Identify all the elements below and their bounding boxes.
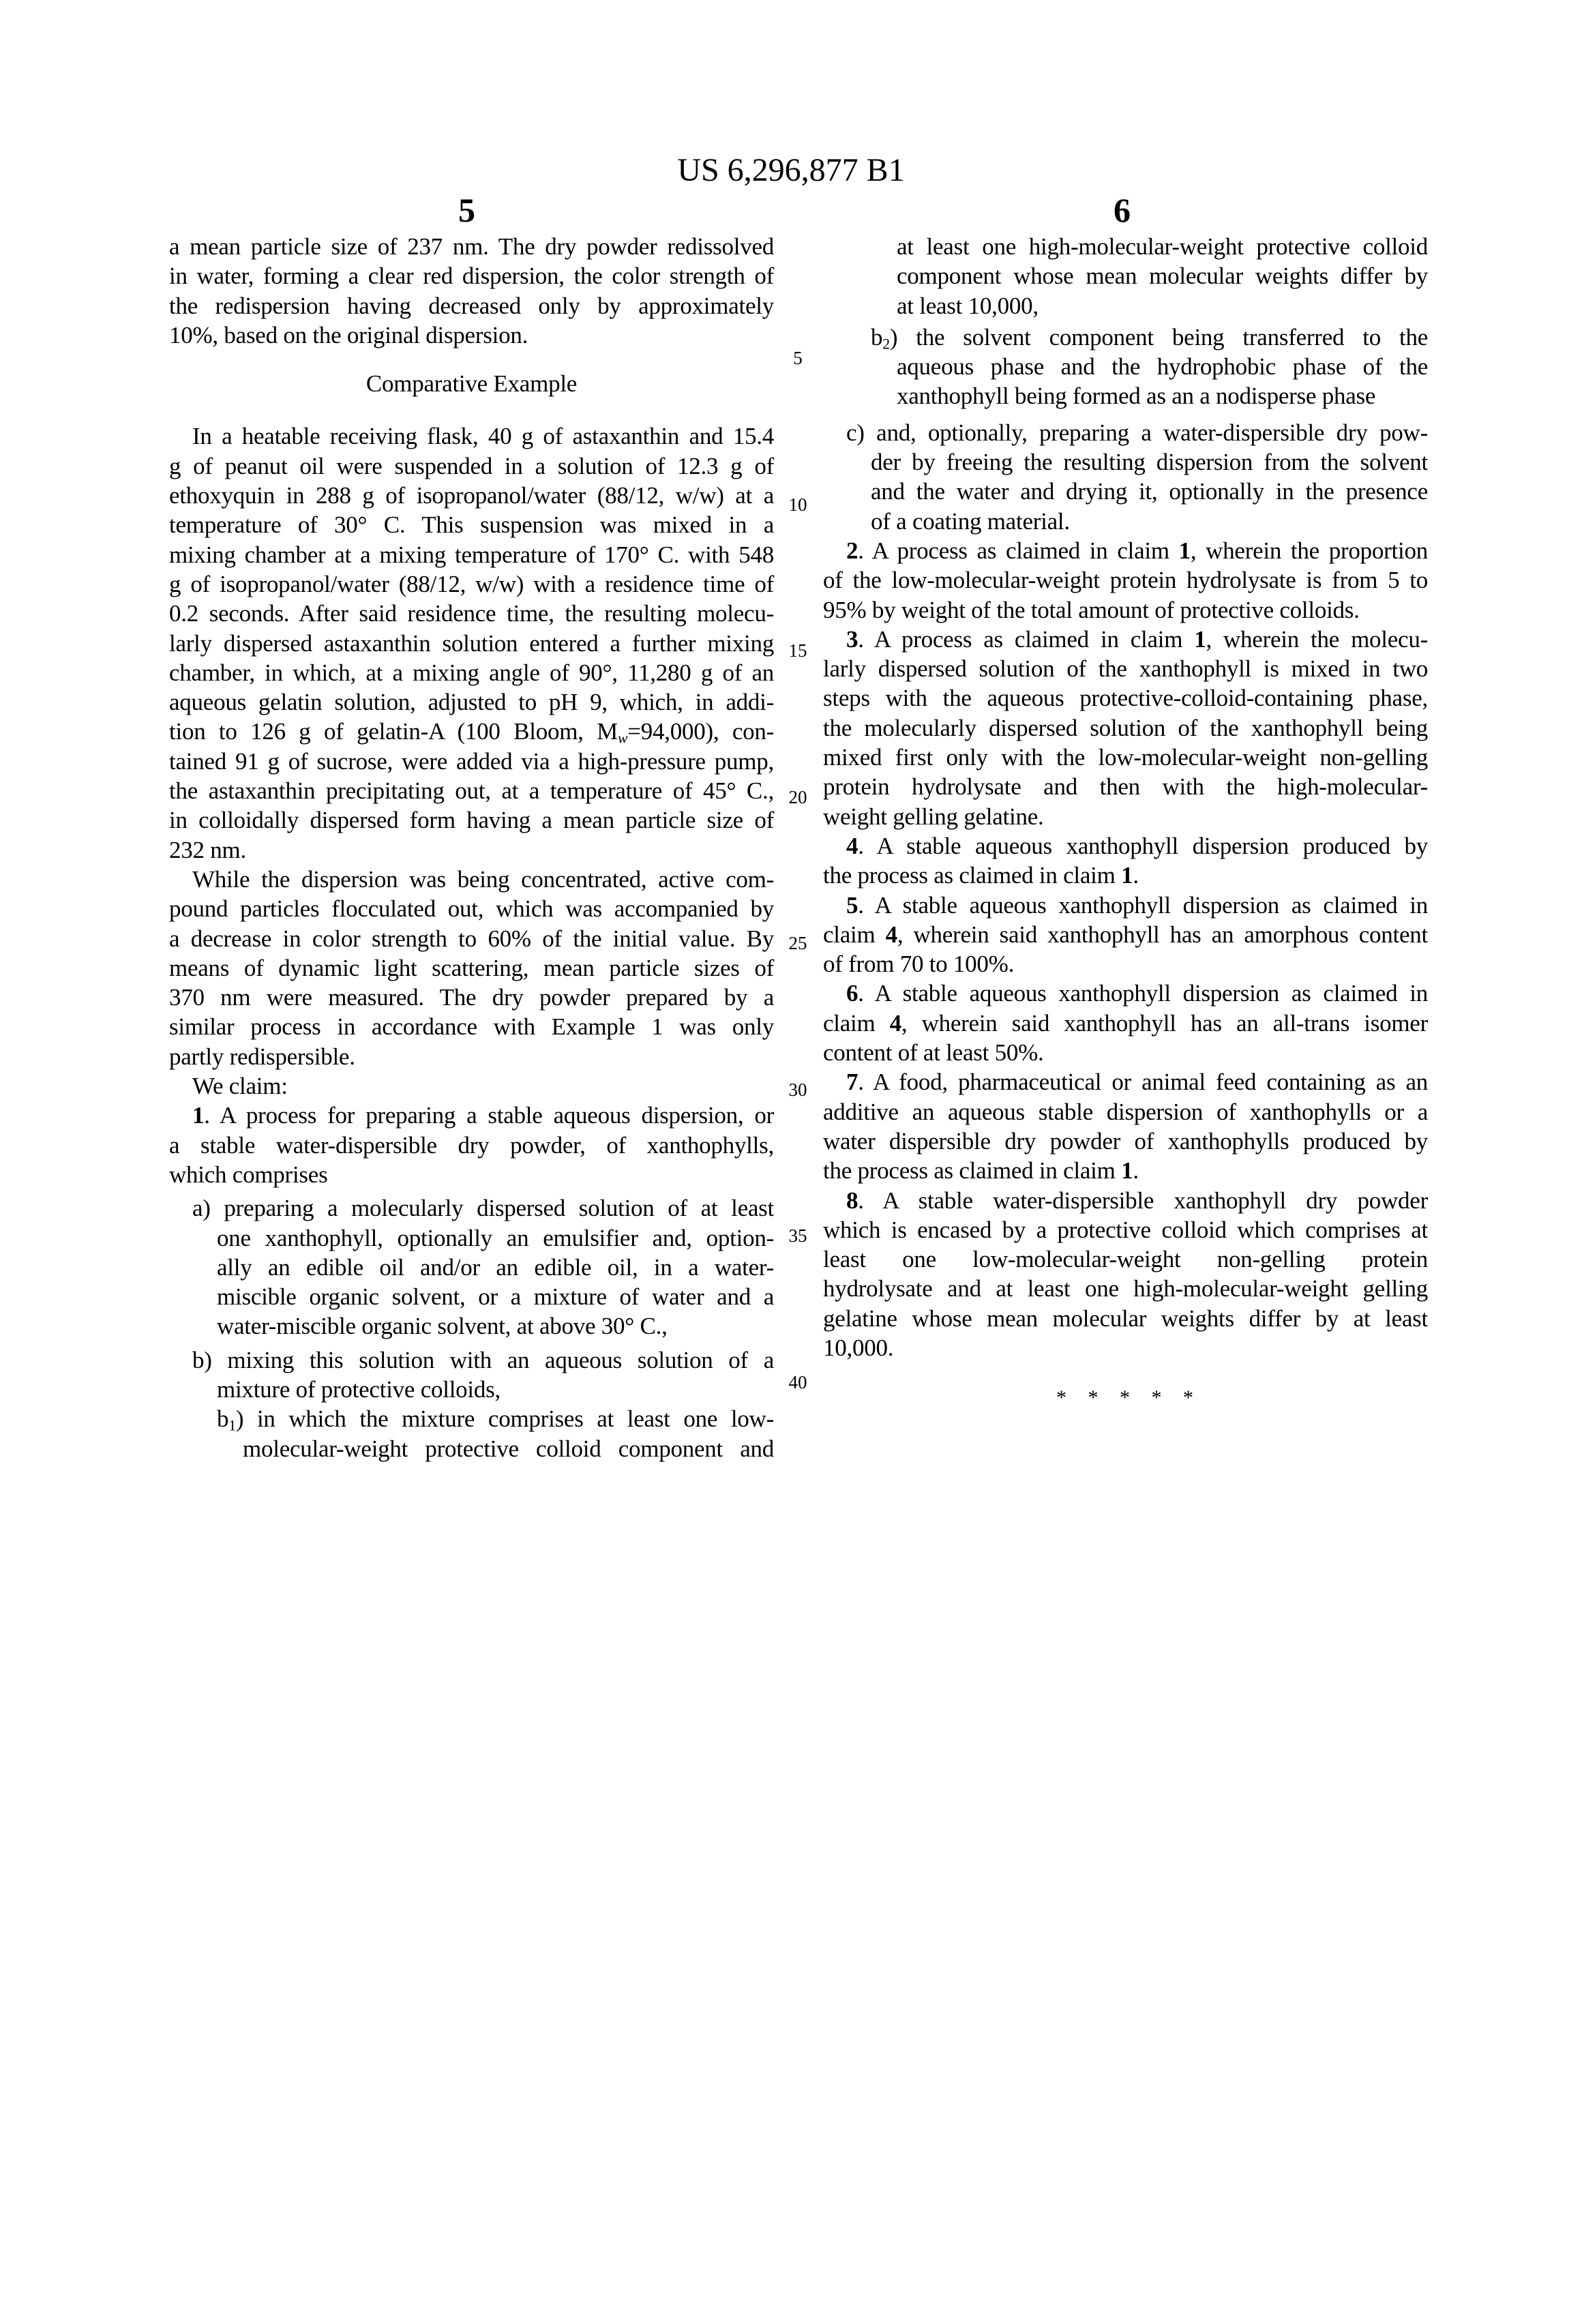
text-line [823, 1274, 1428, 1303]
text-segment: least one low-molecular-weight non-gelling protein [823, 1246, 1428, 1272]
text-segment: a decrease in color strength to 60% of the initial value. By [169, 925, 774, 952]
text-line [169, 291, 774, 321]
text-line [169, 1131, 774, 1160]
text-segment: . A process as claimed in claim [858, 626, 1194, 653]
text-segment: 232 nm. [169, 837, 246, 863]
text-segment: which comprises [169, 1161, 327, 1188]
bold-reference: 4 [886, 921, 897, 948]
text-segment: of a coating material. [871, 508, 1070, 535]
text-segment: chamber, in which, at a mixing angle of 90°, 11,280 g of an [169, 659, 774, 686]
bold-reference: 8 [846, 1187, 858, 1214]
subitem-cont-block [823, 232, 1428, 321]
para-block [169, 865, 774, 1071]
text-line [169, 599, 774, 628]
text-segment: tained 91 g of sucrose, were added via a high-pressure pump, [169, 748, 774, 775]
text-line [823, 1127, 1428, 1156]
line-number: 40 [784, 1372, 811, 1392]
text-line [169, 747, 774, 776]
text-segment: . A stable aqueous xanthophyll dispersion produced by [858, 833, 1428, 859]
text-segment: , wherein the molecu- [1206, 626, 1429, 653]
text-line [823, 1333, 1428, 1362]
text-segment: of the low-molecular-weight protein hydrolysate is from 5 to [823, 567, 1428, 593]
patent-number-header: US 6,296,877 B1 [0, 150, 1582, 191]
text-line [823, 1067, 1428, 1097]
text-segment: in water, forming a clear red dispersion, the color strength of [169, 263, 774, 289]
text-line [823, 654, 1428, 683]
text-segment: tion to 126 g of gelatin-A (100 Bloom, M [169, 718, 618, 745]
text-line [169, 569, 774, 599]
para-block [169, 421, 774, 864]
claim-paragraph [823, 536, 1428, 625]
text-line [823, 683, 1428, 713]
text-line [823, 979, 1428, 1008]
line-number: 35 [784, 1225, 811, 1246]
text-line [169, 481, 774, 510]
text-line [169, 629, 774, 658]
claim-paragraph [823, 1067, 1428, 1185]
text-line [823, 381, 1428, 411]
text-segment: partly redispersible. [169, 1043, 355, 1070]
text-line [169, 1345, 774, 1375]
text-segment: =94,000), con- [627, 718, 774, 745]
text-segment: larly dispersed solution of the xanthophyll is mixed in two [823, 655, 1428, 682]
text-line [823, 565, 1428, 595]
text-segment: a mean particle size of 237 nm. The dry powder redissolved [169, 233, 774, 260]
text-segment: . A process as claimed in claim [858, 537, 1178, 564]
subscript: w [618, 730, 627, 747]
text-segment: which is encased by a protective colloid which comprises at [823, 1217, 1428, 1243]
text-segment: a stable water-dispersible dry powder, of xanthophylls, [169, 1132, 774, 1159]
column-number-right: 6 [1114, 191, 1131, 229]
text-line [169, 1223, 774, 1253]
text-line [169, 924, 774, 953]
text-line [823, 507, 1428, 536]
text-line [823, 831, 1428, 861]
text-segment: and the water and drying it, optionally in the presence [871, 478, 1428, 505]
text-line [169, 1253, 774, 1282]
text-line [169, 658, 774, 687]
text-line [823, 625, 1428, 654]
text-line [823, 772, 1428, 801]
text-line [823, 447, 1428, 477]
para-cont-block [169, 232, 774, 350]
item-block [823, 418, 1428, 536]
claim-paragraph [823, 891, 1428, 979]
bold-reference: 4 [890, 1010, 901, 1037]
text-line [169, 321, 774, 350]
end-of-claims-marker: * * * * * [823, 1383, 1428, 1413]
subitem-block [823, 323, 1428, 411]
text-segment: the process as claimed in claim [823, 862, 1121, 889]
text-line [823, 1186, 1428, 1215]
text-segment: pound particles flocculated out, which was accompanied by [169, 895, 774, 922]
text-line [169, 1311, 774, 1341]
item-block [169, 1193, 774, 1341]
text-segment: mixed first only with the low-molecular-weight non-gelling [823, 744, 1428, 771]
text-line [823, 536, 1428, 565]
text-line [823, 323, 1428, 352]
text-segment: 10%, based on the original dispersion. [169, 322, 528, 348]
text-segment: at least one high-molecular-weight protective colloid [897, 233, 1428, 260]
bold-reference: 1 [1194, 626, 1206, 653]
text-line [823, 477, 1428, 506]
claim-paragraph [823, 625, 1428, 831]
text-line [169, 805, 774, 835]
claim-paragraph [823, 979, 1428, 1067]
text-line [169, 1193, 774, 1223]
text-segment: larly dispersed astaxanthin solution entered a further mixing [169, 630, 774, 657]
para-block [169, 1071, 774, 1101]
text-line [823, 1156, 1428, 1185]
text-line [169, 1375, 774, 1404]
text-line [823, 949, 1428, 979]
text-segment: b) mixing this solution with an aqueous solution of a [192, 1347, 774, 1373]
text-segment: in colloidally dispersed form having a mean particle size of [169, 807, 774, 833]
claim-paragraph [823, 1186, 1428, 1363]
text-line [823, 920, 1428, 949]
text-line [823, 1038, 1428, 1067]
text-line [823, 352, 1428, 381]
text-segment: While the dispersion was being concentrated, active com- [192, 866, 774, 893]
text-segment: component whose mean molecular weights differ by [897, 263, 1428, 289]
text-segment: steps with the aqueous protective-colloid-containing phase, [823, 685, 1428, 711]
text-segment: mixture of protective colloids, [217, 1376, 501, 1403]
subscript: 2 [882, 336, 890, 352]
text-segment: g of isopropanol/water (88/12, w/w) with a residence time of [169, 571, 774, 597]
text-segment: . A stable aqueous xanthophyll dispersion as claimed in [858, 892, 1428, 919]
text-line [823, 743, 1428, 772]
column-number-left: 5 [458, 191, 475, 229]
text-segment: 95% by weight of the total amount of protective colloids. [823, 597, 1360, 623]
text-segment: miscible organic solvent, or a mixture of water and a [217, 1283, 774, 1310]
text-line [169, 421, 774, 451]
bold-reference: 3 [846, 626, 858, 653]
text-line [169, 865, 774, 894]
text-line [823, 418, 1428, 447]
bold-reference: 6 [846, 980, 858, 1007]
text-segment: similar process in accordance with Example 1 was only [169, 1013, 774, 1040]
text-line [169, 369, 774, 398]
text-line [169, 1101, 774, 1130]
text-line [823, 713, 1428, 743]
text-line [169, 510, 774, 539]
text-segment: gelatine whose mean molecular weights differ by at least [823, 1305, 1428, 1332]
line-number: 30 [784, 1079, 811, 1100]
text-line [823, 1245, 1428, 1274]
text-line [823, 595, 1428, 625]
line-number: 25 [784, 933, 811, 953]
text-line [169, 261, 774, 290]
claim-paragraph [169, 1101, 774, 1189]
claim-paragraph [823, 831, 1428, 891]
text-segment: hydrolysate and at least one high-molecular-weight gelling [823, 1275, 1428, 1302]
text-line [823, 232, 1428, 261]
text-segment: aqueous gelatin solution, adjusted to pH 9, which, in addi- [169, 689, 774, 715]
left-text-column [169, 232, 774, 1463]
subscript: 1 [228, 1418, 236, 1434]
bold-reference: 1 [1121, 1157, 1133, 1184]
text-segment: aqueous phase and the hydrophobic phase of the [897, 353, 1428, 380]
text-segment: additive an aqueous stable dispersion of xanthophylls or a [823, 1099, 1428, 1125]
text-segment: We claim: [192, 1073, 288, 1099]
text-segment: the astaxanthin precipitating out, at a temperature of 45° C., [169, 777, 774, 804]
text-line [169, 540, 774, 569]
text-segment: 10,000. [823, 1335, 893, 1361]
text-line [169, 953, 774, 983]
text-segment: c) and, optionally, preparing a water-dispersible dry pow- [846, 419, 1428, 446]
section-heading [169, 369, 774, 398]
text-segment: mixing chamber at a mixing temperature of 170° C. with 548 [169, 541, 774, 568]
text-segment: water dispersible dry powder of xanthophylls produced by [823, 1128, 1428, 1154]
line-number: 20 [784, 787, 811, 807]
text-line [169, 1404, 774, 1433]
text-segment: xanthophyll being formed as an a nodisperse phase [897, 383, 1375, 409]
text-segment: ally an edible oil and/or an edible oil, in a water- [217, 1254, 774, 1281]
bold-reference: 7 [846, 1069, 858, 1095]
text-segment: one xanthophyll, optionally an emulsifier and, option- [217, 1225, 774, 1251]
text-segment: means of dynamic light scattering, mean particle sizes of [169, 955, 774, 981]
text-segment: ethoxyquin in 288 g of isopropanol/water (88/12, w/w) at a [169, 482, 774, 509]
bold-reference: 1 [1179, 537, 1191, 564]
text-segment: the process as claimed in claim [823, 1157, 1121, 1184]
text-segment: , wherein said xanthophyll has an all-trans isomer [901, 1010, 1428, 1037]
text-line [823, 1009, 1428, 1038]
text-line [169, 983, 774, 1012]
text-segment: weight gelling gelatine. [823, 803, 1044, 830]
bold-reference: 2 [846, 537, 858, 564]
text-segment: ) the solvent component being transferred to the [890, 324, 1428, 351]
text-segment: . A food, pharmaceutical or animal feed containing as an [858, 1069, 1428, 1095]
text-line [169, 776, 774, 805]
text-line [169, 687, 774, 717]
text-segment: b [217, 1405, 228, 1432]
text-line [823, 802, 1428, 831]
text-line [169, 1434, 774, 1463]
text-segment: . [1133, 862, 1139, 889]
line-number: 10 [784, 494, 811, 515]
text-segment: water-miscible organic solvent, at above 30° C., [217, 1313, 668, 1339]
text-line [823, 891, 1428, 920]
text-segment: Comparative Example [366, 370, 577, 397]
text-segment: claim [823, 1010, 890, 1037]
text-segment: claim [823, 921, 886, 948]
text-segment: In a heatable receiving flask, 40 g of astaxanthin and 15.4 [192, 423, 774, 449]
text-segment: of from 70 to 100%. [823, 951, 1014, 977]
text-segment: . [1133, 1157, 1139, 1184]
text-line [823, 861, 1428, 890]
text-line [169, 451, 774, 481]
text-line [169, 1282, 774, 1311]
text-segment: a) preparing a molecularly dispersed solution of at least [192, 1195, 774, 1221]
text-segment: . A stable aqueous xanthophyll dispersion as claimed in [858, 980, 1428, 1007]
text-segment: der by freeing the resulting dispersion from the solvent [871, 449, 1428, 475]
bold-reference: 1 [1121, 862, 1133, 889]
subitem-block [169, 1404, 774, 1463]
text-line [823, 291, 1428, 321]
right-text-column [823, 232, 1428, 1362]
text-line [169, 1160, 774, 1189]
text-line [823, 261, 1428, 290]
text-line [823, 1304, 1428, 1333]
text-segment: the molecularly dispersed solution of the xanthophyll being [823, 715, 1428, 741]
text-line [169, 1042, 774, 1071]
line-number: 15 [784, 640, 811, 661]
text-segment: temperature of 30° C. This suspension was mixed in a [169, 511, 774, 538]
text-segment: protein hydrolysate and then with the high-molecular- [823, 773, 1428, 800]
text-line [169, 894, 774, 923]
text-segment: at least 10,000, [897, 293, 1039, 319]
text-segment: , wherein the proportion [1191, 537, 1428, 564]
text-segment: ) in which the mixture comprises at least one low- [236, 1405, 774, 1432]
text-segment: g of peanut oil were suspended in a solution of 12.3 g of [169, 453, 774, 479]
text-line [823, 1097, 1428, 1127]
text-line [169, 232, 774, 261]
text-line [823, 1215, 1428, 1245]
text-segment: 370 nm were measured. The dry powder prepared by a [169, 984, 774, 1011]
text-segment: b [871, 324, 882, 351]
bold-reference: 4 [846, 833, 858, 859]
line-number: 5 [784, 348, 811, 368]
text-segment: . A stable water-dispersible xanthophyll dry powder [858, 1187, 1428, 1214]
text-line [169, 835, 774, 865]
text-line [169, 1071, 774, 1101]
bold-reference: 1 [192, 1102, 204, 1129]
text-line [169, 1012, 774, 1041]
text-segment: content of at least 50%. [823, 1039, 1043, 1066]
text-segment: the redispersion having decreased only by approximately [169, 293, 774, 319]
text-segment: molecular-weight protective colloid component and [243, 1435, 774, 1462]
text-segment: , wherein said xanthophyll has an amorphous content [897, 921, 1428, 948]
text-segment: . A process for preparing a stable aqueous dispersion, or [204, 1102, 774, 1129]
text-line [169, 717, 774, 746]
bold-reference: 5 [846, 892, 858, 919]
text-segment: 0.2 seconds. After said residence time, the resulting molecu- [169, 600, 774, 627]
item-block [169, 1345, 774, 1405]
